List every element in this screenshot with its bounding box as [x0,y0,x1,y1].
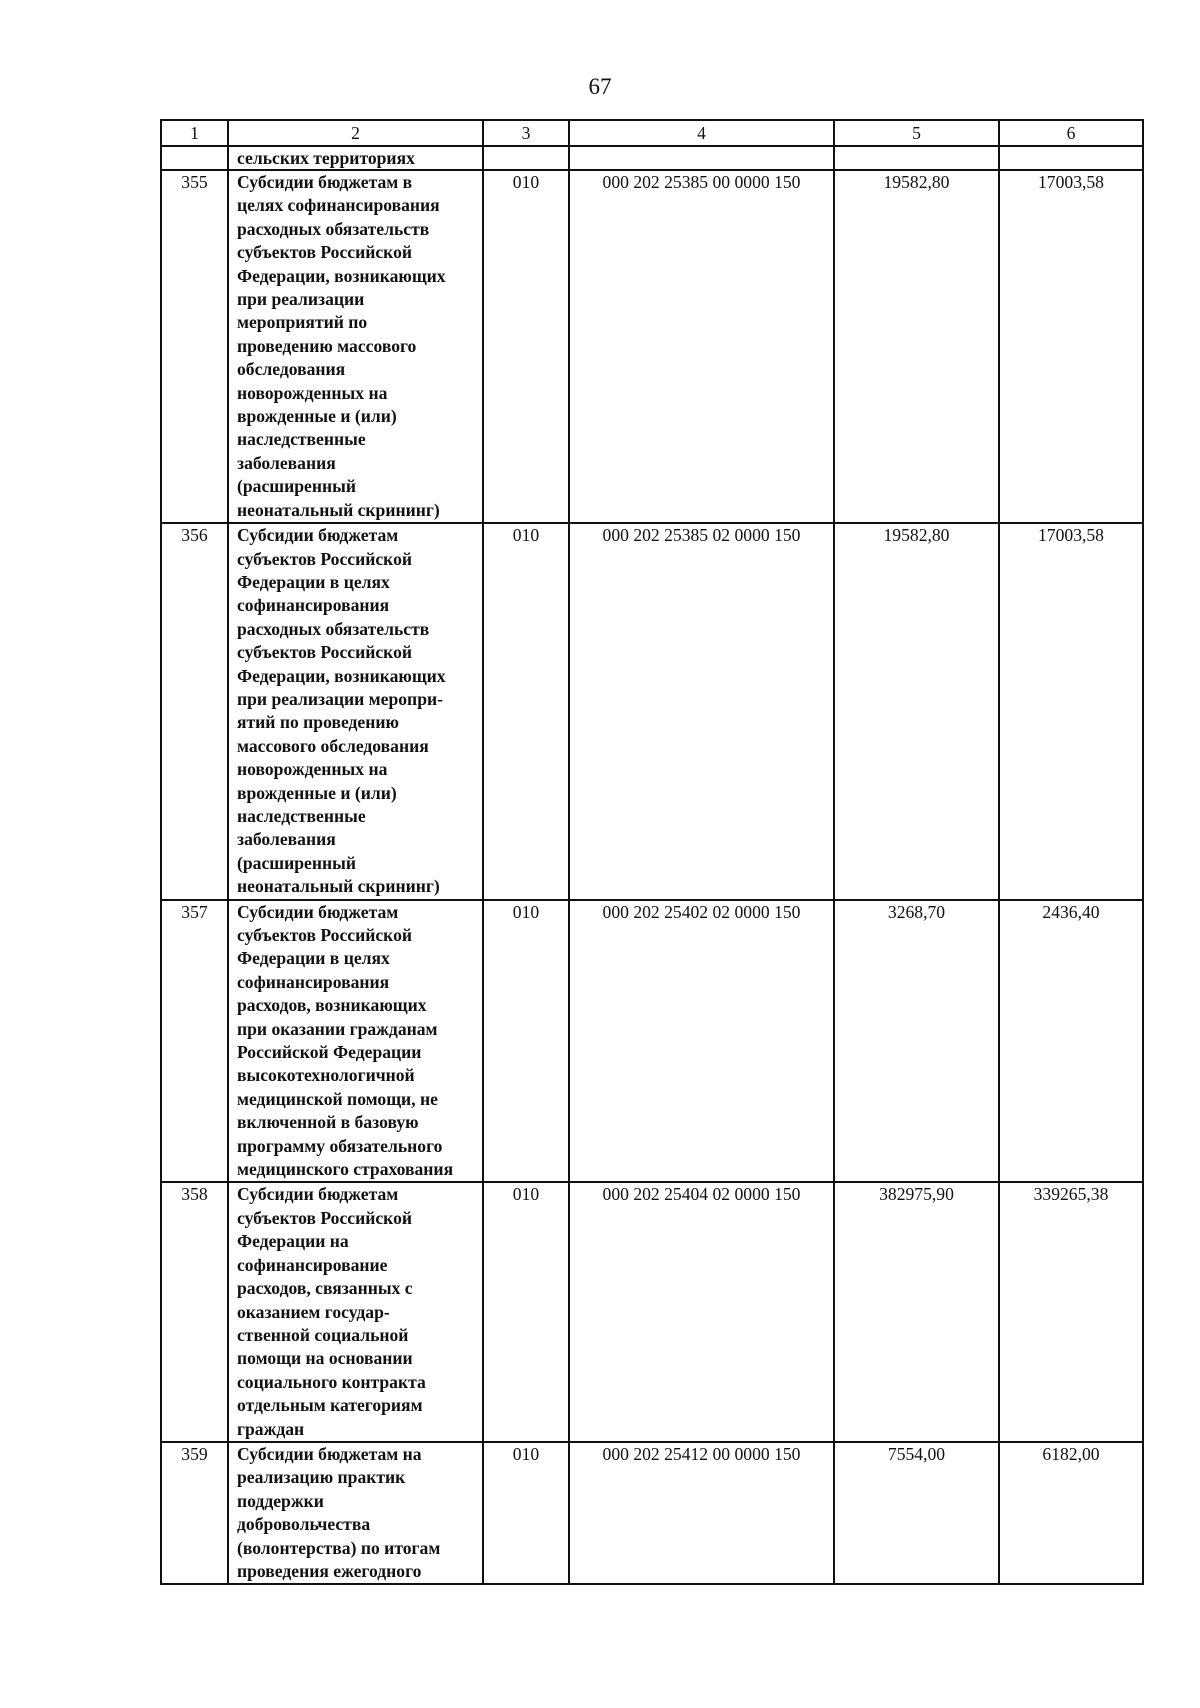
column-header: 2 [228,120,483,146]
cell-empty [569,146,834,170]
header-row [161,120,1143,146]
row-number: 356 [161,523,228,900]
row-name: Субсидии бюджетам субъектов Российской Федерации на софинансирование расходов, связанных с оказанием государ- ственной социальной помощи на основании социального контракта отдельным категориям граждан [228,1182,483,1441]
column-header: 3 [483,120,569,146]
table-row [161,900,1143,1183]
admin-code: 010 [483,170,569,523]
column-header: 4 [569,120,834,146]
table-row [161,1442,1143,1584]
page-number: 67 [588,74,612,99]
budget-code: 000 202 25385 00 0000 150 [569,170,834,523]
row-name: Субсидии бюджетам на реализацию практик поддержки добровольчества (волонтерства) по итогам проведения ежегодного [228,1442,483,1584]
table-row [161,170,1143,523]
amount-col5: 3268,70 [834,900,999,1183]
table-row [161,523,1143,900]
budget-code: 000 202 25402 02 0000 150 [569,900,834,1183]
admin-code: 010 [483,1182,569,1441]
column-header: 1 [161,120,228,146]
column-header: 6 [999,120,1143,146]
amount-col5: 7554,00 [834,1442,999,1584]
continuation-text: сельских территориях [228,146,483,170]
cell-empty [161,146,228,170]
row-number: 355 [161,170,228,523]
amount-col5: 19582,80 [834,523,999,900]
amount-col6: 2436,40 [999,900,1143,1183]
amount-col5: 382975,90 [834,1182,999,1441]
continuation-row [161,146,1143,170]
budget-table [160,119,1144,1585]
row-number: 358 [161,1182,228,1441]
amount-col6: 17003,58 [999,170,1143,523]
column-header: 5 [834,120,999,146]
budget-code: 000 202 25404 02 0000 150 [569,1182,834,1441]
row-name: Субсидии бюджетам субъектов Российской Федерации в целях софинансирования расходных обязательств субъектов Российской Федерации, возникающих при реализации меропри- ятий по проведению массового обследования новорожденных на врожденные и (или) наследственные заболевания (расширенный неонатальный скрининг) [228,523,483,900]
admin-code: 010 [483,1442,569,1584]
budget-code: 000 202 25385 02 0000 150 [569,523,834,900]
row-name: Субсидии бюджетам в целях софинансирования расходных обязательств субъектов Российской Федерации, возникающих при реализации мероприятий по проведению массового обследования новорожденных на врожденные и (или) наследственные заболевания (расширенный неонатальный скрининг) [228,170,483,523]
amount-col6: 6182,00 [999,1442,1143,1584]
admin-code: 010 [483,900,569,1183]
cell-empty [483,146,569,170]
amount-col5: 19582,80 [834,170,999,523]
budget-code: 000 202 25412 00 0000 150 [569,1442,834,1584]
row-number: 357 [161,900,228,1183]
row-number: 359 [161,1442,228,1584]
cell-empty [999,146,1143,170]
cell-empty [834,146,999,170]
table-row [161,1182,1143,1441]
amount-col6: 339265,38 [999,1182,1143,1441]
row-name: Субсидии бюджетам субъектов Российской Федерации в целях софинансирования расходов, возникающих при оказании гражданам Российской Федерации высокотехнологичной медицинской помощи, не включенной в базовую программу обязательного медицинского страхования [228,900,483,1183]
admin-code: 010 [483,523,569,900]
amount-col6: 17003,58 [999,523,1143,900]
